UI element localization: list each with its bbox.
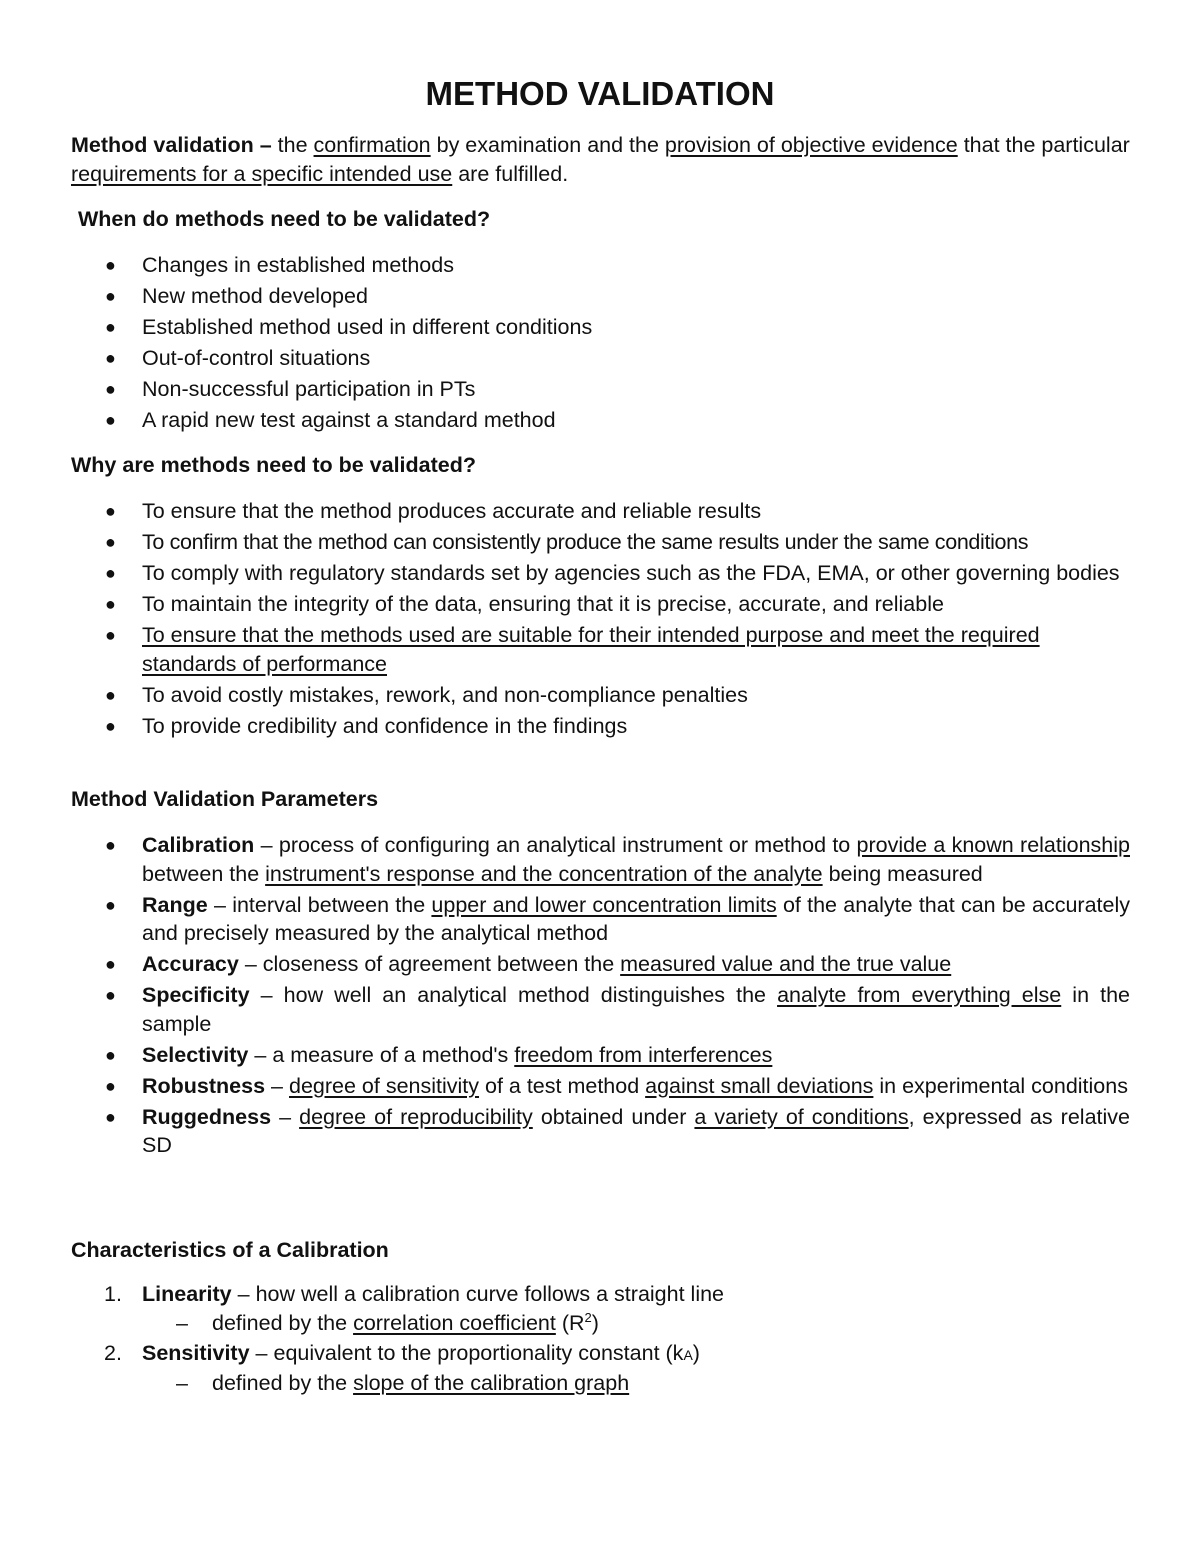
list-item	[0, 497, 1130, 526]
list-item-text: New method developed	[142, 284, 368, 308]
sub-text-underlined: slope of the calibration graph	[353, 1371, 630, 1395]
calib-text: )	[692, 1340, 700, 1365]
list-item	[0, 681, 1130, 710]
calib-term: Sensitivity	[142, 1340, 250, 1365]
bullet-icon: ●	[105, 835, 116, 855]
definition-part: confirmation	[313, 133, 431, 157]
superscript: 2	[584, 1309, 592, 1325]
param-text: between the	[142, 861, 266, 886]
bullet-icon: ●	[105, 594, 116, 614]
list-item	[0, 282, 1130, 311]
calib-text: equivalent to the proportionality constant (k	[273, 1340, 684, 1365]
param-text: how well an analytical method distinguishes the	[283, 983, 778, 1007]
param-accuracy	[0, 950, 1130, 979]
definition-term: Method validation	[71, 133, 254, 157]
dash-separator: –	[260, 983, 273, 1007]
definition-part: that the particular	[957, 133, 1130, 157]
param-term: Calibration	[142, 833, 255, 857]
definition-part: the	[277, 133, 314, 157]
bullet-icon: ●	[105, 255, 116, 275]
calibration-list	[0, 1280, 1200, 1398]
dash-separator: –	[254, 1042, 267, 1067]
calib-term: Linearity	[142, 1282, 232, 1306]
param-text-underlined: degree of sensitivity	[289, 1073, 480, 1098]
dash-separator: –	[213, 892, 226, 917]
list-item-text: To ensure that the method produces accurate and reliable results	[142, 499, 762, 523]
param-text-underlined: provide a known relationship	[856, 833, 1130, 857]
bullet-icon: ●	[105, 1106, 116, 1127]
list-item	[0, 712, 1130, 741]
list-item-text: To maintain the integrity of the data, ensuring that it is precise, accurate, and reliable	[142, 592, 944, 616]
sub-text: )	[591, 1310, 599, 1335]
param-term: Accuracy	[142, 952, 239, 976]
params-heading: Method Validation Parameters	[71, 787, 379, 811]
param-text-underlined: instrument's response and the concentration of the analyte	[265, 861, 823, 886]
definition-part: provision of objective evidence	[664, 133, 958, 157]
calibration-item-linearity	[0, 1280, 1130, 1309]
param-text: a measure of a method's	[272, 1042, 515, 1067]
param-specificity	[0, 981, 1130, 1038]
subscript: A	[683, 1346, 693, 1363]
list-item	[0, 590, 1130, 619]
when-list	[0, 251, 1200, 435]
param-text-underlined: against small deviations	[645, 1073, 874, 1098]
dash-separator: –	[260, 833, 273, 857]
param-text: in experimental conditions	[873, 1073, 1128, 1098]
param-text: in the sample	[142, 983, 1130, 1036]
list-item-text: Out-of-control situations	[142, 346, 371, 370]
definition-part: by examination and the	[430, 133, 665, 157]
param-calibration	[0, 831, 1130, 888]
param-text: closeness of agreement between the	[262, 952, 621, 976]
dash-separator: –	[237, 1282, 250, 1306]
param-term: Specificity	[142, 983, 250, 1007]
param-text-underlined: a variety of conditions	[694, 1104, 909, 1129]
dash-marker: –	[176, 1371, 188, 1395]
list-item	[0, 621, 1130, 678]
bullet-icon: ●	[105, 1044, 116, 1065]
bullet-icon: ●	[105, 501, 116, 521]
param-text: interval between the	[232, 892, 432, 917]
list-item-text: To comply with regulatory standards set by agencies such as the FDA, EMA, or other governing bodies	[142, 561, 1120, 585]
list-item-text: Non-successful participation in PTs	[142, 377, 476, 401]
dash-separator: –	[279, 1104, 292, 1129]
param-term: Selectivity	[142, 1042, 249, 1067]
calibration-subitem	[0, 1309, 1130, 1338]
why-heading: Why are methods need to be validated?	[71, 453, 476, 477]
param-text-underlined: freedom from interferences	[514, 1042, 773, 1067]
list-item	[0, 559, 1130, 588]
list-item	[0, 406, 1130, 435]
params-list	[0, 831, 1200, 1160]
bullet-icon: ●	[105, 954, 116, 974]
bullet-icon: ●	[105, 379, 116, 399]
sub-text-underlined: correlation coefficient	[353, 1310, 556, 1335]
list-item-text: A rapid new test against a standard method	[142, 408, 556, 432]
calib-text: how well a calibration curve follows a straight line	[255, 1282, 725, 1306]
item-number: 2.	[104, 1340, 122, 1365]
param-term: Robustness	[142, 1073, 266, 1098]
list-item-text: To provide credibility and confidence in the findings	[142, 713, 628, 738]
bullet-icon: ●	[105, 715, 116, 736]
param-text-underlined: upper and lower concentration limits	[431, 892, 777, 917]
why-list	[0, 497, 1200, 740]
param-text: being measured	[822, 861, 983, 886]
dash-separator: –	[255, 1340, 268, 1365]
definition-part: requirements for a specific intended use	[71, 162, 453, 186]
definition-part: are fulfilled.	[452, 162, 569, 186]
list-item-text: Changes in established methods	[142, 253, 454, 277]
bullet-icon: ●	[105, 532, 116, 552]
param-text: process of configuring an analytical instrument or method to	[278, 833, 857, 857]
list-item-text: To confirm that the method can consistently produce the same results under the same conditions	[142, 530, 1029, 554]
dash-separator: –	[271, 1073, 284, 1098]
list-item	[0, 375, 1130, 404]
bullet-icon: ●	[105, 410, 116, 430]
bullet-icon: ●	[105, 563, 116, 583]
list-item	[0, 251, 1130, 280]
definition-separator: –	[253, 133, 278, 157]
param-robustness	[0, 1072, 1130, 1101]
bullet-icon: ●	[105, 985, 116, 1005]
page-title: METHOD VALIDATION	[425, 75, 775, 112]
list-item-text: To ensure that the methods used are suitable for their intended purpose and meet the required standards of performance	[142, 623, 1040, 676]
bullet-icon: ●	[105, 894, 116, 915]
param-ruggedness	[0, 1103, 1130, 1160]
param-text-underlined: analyte from everything else	[777, 983, 1062, 1007]
bullet-icon: ●	[105, 286, 116, 306]
dash-separator: –	[244, 952, 257, 976]
item-number: 1.	[104, 1282, 122, 1306]
list-item-text: To avoid costly mistakes, rework, and non-compliance penalties	[142, 682, 748, 707]
bullet-icon: ●	[105, 348, 116, 368]
bullet-icon: ●	[105, 684, 116, 705]
list-item-text: Established method used in different conditions	[142, 315, 593, 339]
param-range	[0, 891, 1130, 948]
param-text: , expressed as relative SD	[142, 1104, 1130, 1157]
when-heading: When do methods need to be validated?	[78, 207, 491, 231]
bullet-icon: ●	[105, 317, 116, 337]
list-item	[0, 344, 1130, 373]
calibration-heading: Characteristics of a Calibration	[71, 1238, 389, 1262]
param-text: obtained under	[532, 1104, 695, 1129]
param-text: of a test method	[479, 1073, 646, 1098]
sub-text: (R	[555, 1310, 585, 1335]
param-text-underlined: measured value and the true value	[620, 952, 952, 976]
param-term: Range	[142, 892, 208, 917]
calibration-subitem	[0, 1369, 1130, 1398]
param-selectivity	[0, 1041, 1130, 1070]
param-term: Ruggedness	[142, 1104, 272, 1129]
definition-paragraph	[71, 131, 1131, 189]
bullet-icon: ●	[105, 625, 116, 645]
param-text: of the analyte that can be accurately and precisely measured by the analytical method	[142, 892, 1131, 945]
sub-text: defined by the	[212, 1310, 354, 1335]
param-text-underlined: degree of reproducibility	[299, 1104, 533, 1129]
calibration-item-sensitivity	[0, 1339, 1130, 1370]
sub-text: defined by the	[212, 1371, 354, 1395]
bullet-icon: ●	[105, 1075, 116, 1096]
dash-marker: –	[176, 1310, 188, 1335]
list-item	[0, 313, 1130, 342]
list-item	[0, 528, 1130, 557]
